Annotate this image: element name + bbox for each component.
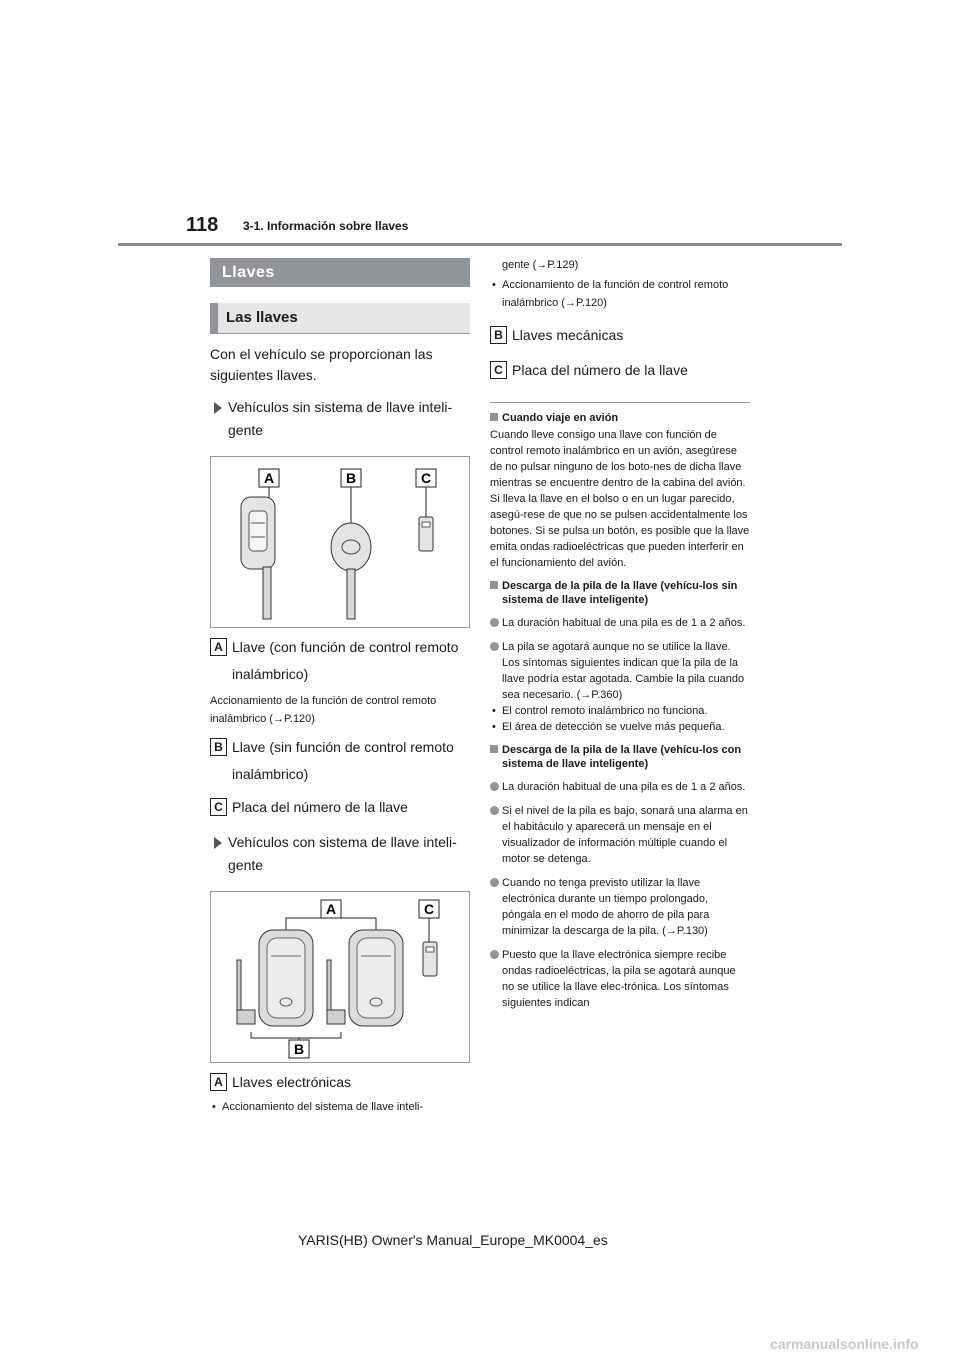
item-b-text: Llave (sin función de control remoto inalámbrico) (232, 739, 454, 782)
item-a-text: Llave (con función de control remoto inalámbrico) (232, 639, 459, 682)
square-bullet-icon (490, 581, 498, 589)
section-title: 3-1. Información sobre llaves (243, 219, 409, 233)
fig1-label-c: C (421, 470, 432, 486)
heading-airplane (490, 411, 750, 425)
label-b: B (210, 738, 227, 756)
small-bullet: • El área de detección se vuelve más pequeña. (490, 719, 750, 735)
square-bullet-icon (490, 413, 498, 421)
remote-key-icon (241, 497, 275, 619)
item2-a (210, 1069, 470, 1096)
fig1-label-b: B (346, 470, 357, 486)
footer-text: YARIS(HB) Owner's Manual_Europe_MK0004_es (298, 1232, 608, 1248)
keys-figure-2 (210, 891, 470, 1063)
key-plate-icon (419, 517, 433, 551)
fig2-label-a: A (326, 901, 337, 917)
item-a (210, 634, 470, 688)
circle-item (490, 803, 750, 867)
fig1-label-a: A (264, 470, 275, 486)
bullet-cont (490, 256, 750, 274)
subsection-title: Las llaves (210, 303, 470, 334)
key-plate-icon (423, 942, 437, 976)
circle-item-text: Puesto que la llave electrónica siempre recibe ondas radioeléctricas, la pila se agotará aunque no se utilice la llave elec-trónica. Los síntomas siguientes indican (502, 949, 736, 1009)
case-label: Vehículos con sistema de llave inteli-gente (228, 834, 457, 873)
header-rule (118, 243, 842, 246)
keys-illustration-1 (211, 457, 469, 627)
circle-item (490, 615, 750, 631)
smart-key-2-icon (327, 930, 403, 1026)
item-c-right-text: Placa del número de la llave (512, 362, 688, 378)
item-b-right-text: Llaves mecánicas (512, 327, 624, 343)
label-c: C (490, 361, 507, 379)
item2-a-bullet: • Accionamiento del sistema de llave inteli- (210, 1098, 470, 1116)
smart-key-1-icon (237, 930, 313, 1026)
para-airplane: Cuando lleve consigo una llave con función de control remoto inalámbrico en un avión, asegúrese de no pulsar ninguno de los boto-nes de dicha llave mientras se encuentre dentro de la cabina del avión. Si lleva la llave en el bolso o en un lugar parecido, asegú-rese de que no se pulsen accidentalmente los botones. Si se pulsa un botón, es posible que la llave emita ondas radioeléctricas que pueden interferir en el funcionamiento del avión. (490, 429, 750, 569)
circle-bullet-icon (490, 782, 499, 791)
circle-item-text: La duración habitual de una pila es de 1 a 2 años. (502, 617, 746, 629)
label-a: A (210, 638, 227, 656)
fig2-label-b: B (294, 1041, 305, 1057)
case-with-smart-key (210, 831, 470, 877)
heading-battery-smart (490, 743, 750, 771)
item-b (210, 734, 470, 788)
intro-text: Con el vehículo se proporcionan las siguientes llaves. (210, 346, 433, 383)
case-without-smart-key (210, 396, 470, 442)
item-b-right (490, 322, 750, 349)
page-number: 118 (186, 214, 219, 236)
fig2-label-c: C (424, 901, 435, 917)
arrow-icon (214, 402, 222, 414)
right-column (490, 256, 750, 1011)
bullet-remote: • Accionamiento de la función de control remoto inalámbrico (→P.120) (490, 276, 750, 312)
small-bullet: • El control remoto inalámbrico no funciona. (490, 703, 750, 719)
item-c (210, 794, 470, 821)
square-bullet-icon (490, 745, 498, 753)
heading-airplane-text: Cuando viaje en avión (502, 412, 619, 424)
circle-item-text: Si el nivel de la pila es bajo, sonará una alarma en el habitáculo y aparecerá un mensaje en el visualizador de información múltiple cuando el motor se detenga. (502, 805, 748, 865)
mechanical-key-icon (331, 523, 371, 619)
item-c-text: Placa del número de la llave (232, 799, 408, 815)
chapter-title: Llaves (210, 258, 470, 287)
circle-item-text: Cuando no tenga previsto utilizar la llave electrónica durante un tiempo prolongado, póngala en el modo de ahorro de pila para minimizar la descarga de la pila. (→P.130) (502, 877, 710, 937)
heading-battery-smart-text: Descarga de la pila de la llave (vehícu-los con sistema de llave inteligente) (502, 744, 742, 770)
bullet-cont-text: gente (→P.129) (502, 259, 579, 271)
circle-bullet-icon (490, 642, 499, 651)
circle-item (490, 875, 750, 939)
label-a: A (210, 1073, 227, 1091)
heading-battery-no-smart-text: Descarga de la pila de la llave (vehícu-los sin sistema de llave inteligente) (502, 580, 738, 606)
circle-bullet-icon (490, 806, 499, 815)
left-column (210, 258, 470, 1116)
circle-item (490, 947, 750, 1011)
item-c-right (490, 357, 750, 384)
keys-figure-1 (210, 456, 470, 628)
heading-battery-no-smart (490, 579, 750, 607)
divider (490, 402, 750, 403)
keys-illustration-2 (211, 892, 469, 1062)
circle-item (490, 639, 750, 703)
circle-item-text: La pila se agotará aunque no se utilice la llave. Los síntomas siguientes indican que la pila de la llave podría estar agotada. Cambie la pila cuando sea necesario. (→P.360) (502, 641, 745, 701)
item-a-note: Accionamiento de la función de control remoto inalámbrico (→P.120) (210, 695, 437, 725)
circle-bullet-icon (490, 878, 499, 887)
circle-bullet-icon (490, 950, 499, 959)
label-b: B (490, 326, 507, 344)
circle-bullet-icon (490, 618, 499, 627)
item2-a-text: Llaves electrónicas (232, 1074, 352, 1090)
watermark: carmanualsonline.info (770, 1336, 919, 1352)
label-c: C (210, 798, 227, 816)
case-label: Vehículos sin sistema de llave inteli-gente (228, 399, 453, 438)
circle-item (490, 779, 750, 795)
circle-item-text: La duración habitual de una pila es de 1 a 2 años. (502, 781, 746, 793)
arrow-icon (214, 837, 222, 849)
